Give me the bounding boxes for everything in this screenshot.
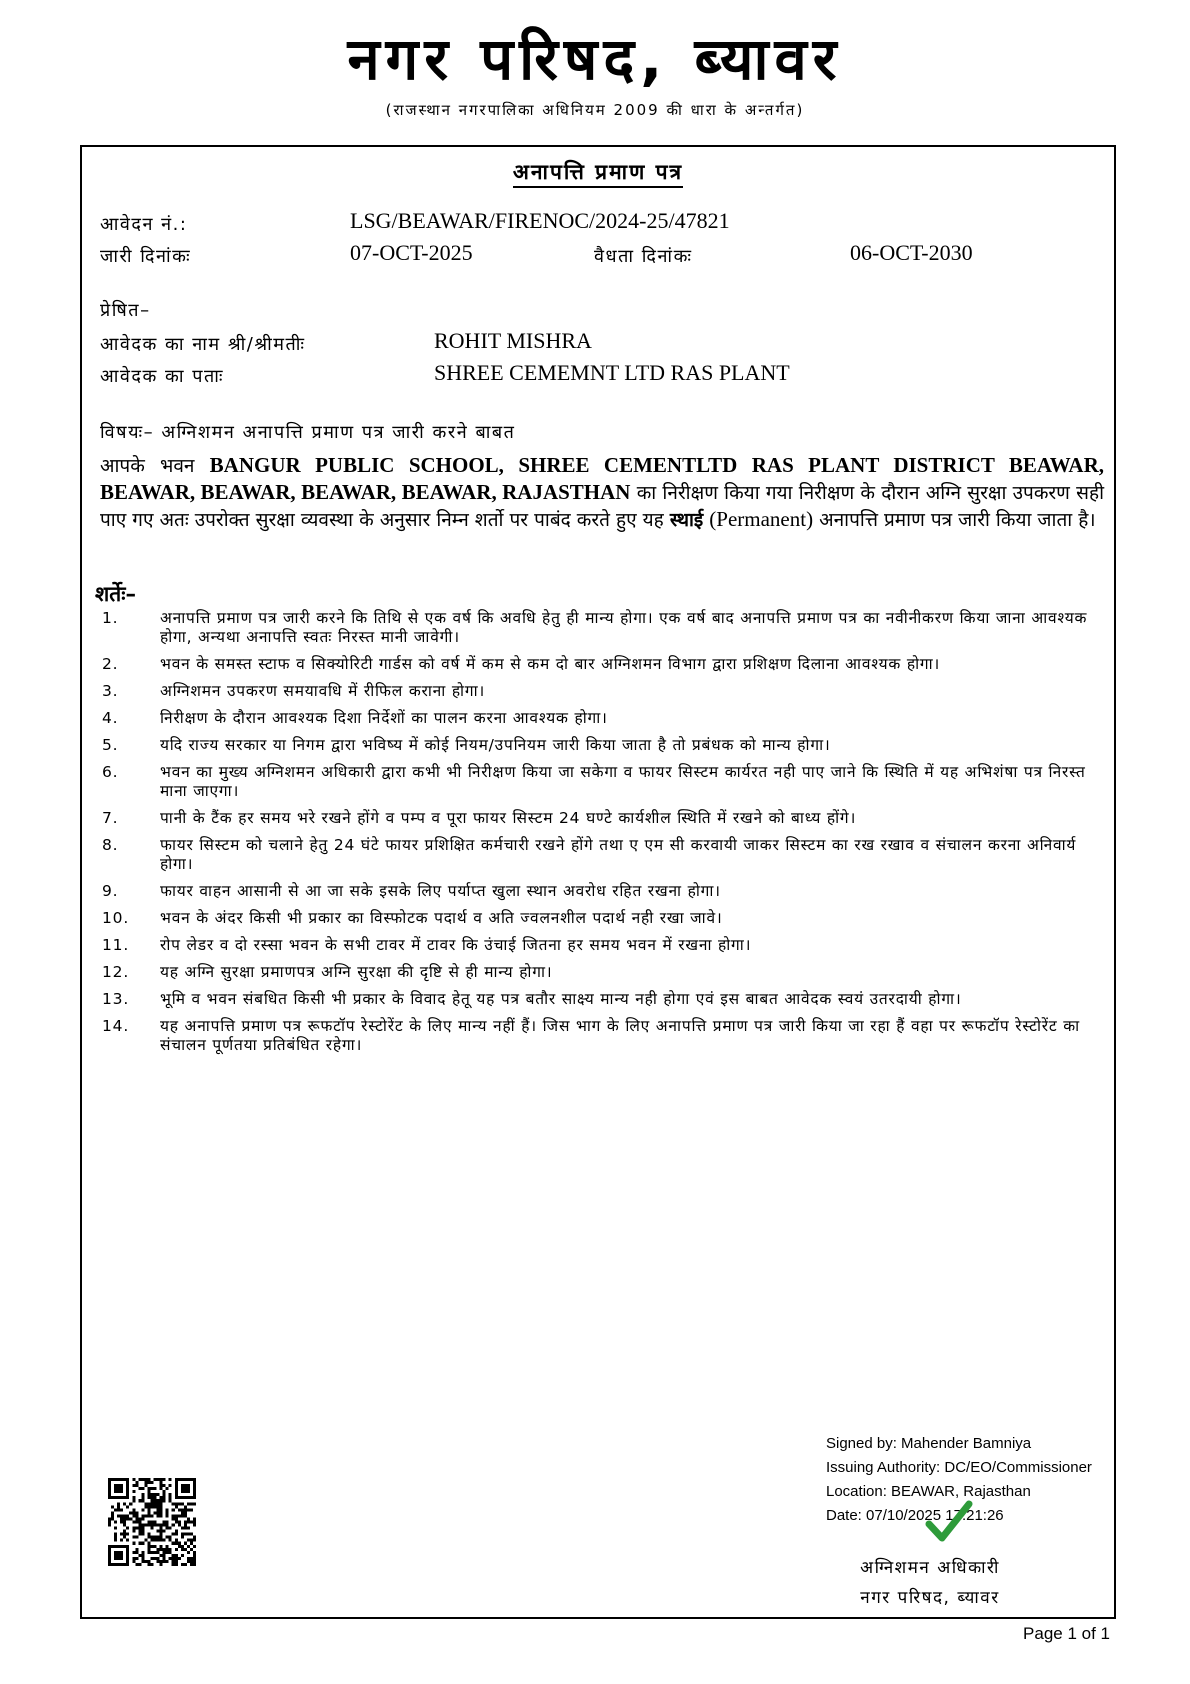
condition-number: 13. bbox=[102, 990, 130, 1008]
signature-location: Location: BEAWAR, Rajasthan bbox=[826, 1483, 1031, 1500]
validity-date-label: वैधता दिनांकः bbox=[594, 246, 693, 267]
conditions-heading: शर्तेः– bbox=[95, 582, 136, 606]
building-name: BANGUR PUBLIC SCHOOL, SHREE CEMENTLTD RAS PLANT DISTRICT BEAWAR, BEAWAR, BEAWAR, BEAWAR, BEAWAR, RAJASTHAN bbox=[100, 453, 1105, 504]
validity-date-value: 06-OCT-2030 bbox=[850, 240, 973, 265]
condition-number: 9. bbox=[102, 882, 119, 900]
condition-item bbox=[100, 836, 1090, 874]
issuing-authority: Issuing Authority: DC/EO/Commissioner bbox=[826, 1459, 1092, 1476]
condition-text: निरीक्षण के दौरान आवश्यक दिशा निर्देशों का पालन करना आवश्यक होगा। bbox=[160, 709, 608, 727]
condition-number: 10. bbox=[102, 909, 130, 927]
applicant-name-label: आवेदक का नाम श्री/श्रीमतीः bbox=[100, 334, 306, 355]
condition-item bbox=[100, 709, 1090, 728]
body-suffix: अनापत्ति प्रमाण पत्र जारी किया जाता है। bbox=[819, 509, 1096, 531]
certificate-title-text: अनापत्ति प्रमाण पत्र bbox=[513, 160, 683, 188]
officer-designation bbox=[800, 1553, 1060, 1613]
condition-number: 7. bbox=[102, 809, 119, 827]
body-middle: का निरीक्षण किया गया निरीक्षण के दौरान अग्नि सुरक्षा उपकरण सही पाए गए अतः उपरोक्त सुरक्षा व्यवस्था के अनुसार निम्न शर्तो पर पाबंद करते हुए यह bbox=[100, 482, 1104, 531]
condition-text: अग्निशमन उपकरण समयावधि में रीफिल कराना होगा। bbox=[160, 682, 486, 700]
certificate-title bbox=[80, 158, 1116, 186]
condition-text: यदि राज्य सरकार या निगम द्वारा भविष्य में कोई नियम/उपनियम जारी किया जाता है तो प्रबंधक को मान्य होगा। bbox=[160, 736, 831, 754]
verified-check-icon bbox=[925, 1500, 973, 1544]
condition-item bbox=[100, 1017, 1090, 1055]
condition-number: 5. bbox=[102, 736, 119, 754]
condition-number: 2. bbox=[102, 655, 119, 673]
condition-item bbox=[100, 909, 1090, 928]
condition-item bbox=[100, 990, 1090, 1009]
conditions-list bbox=[100, 609, 1090, 1063]
condition-item bbox=[100, 655, 1090, 674]
condition-text: अनापत्ति प्रमाण पत्र जारी करने कि तिथि से एक वर्ष कि अवधि हेतु ही मान्य होगा। एक वर्ष बाद अनापत्ति प्रमाण पत्र का नवीनीकरण किया जाना आवश्यक होगा, अन्यथा अनापत्ति स्वतः निरस्त मानी जावेगी। bbox=[160, 609, 1088, 646]
certificate-body bbox=[100, 452, 1104, 533]
condition-number: 14. bbox=[102, 1017, 130, 1035]
condition-number: 11. bbox=[102, 936, 130, 954]
condition-number: 3. bbox=[102, 682, 119, 700]
signed-by: Signed by: Mahender Bamniya bbox=[826, 1435, 1032, 1452]
condition-item bbox=[100, 936, 1090, 955]
condition-text: भूमि व भवन संबधित किसी भी प्रकार के विवाद हेतू यह पत्र बतौर साक्ष्य मान्य नही होगा एवं इस बाबत आवेदक स्वयं उतरदायी होगा। bbox=[160, 990, 962, 1008]
act-subtitle: (राजस्थान नगरपालिका अधिनियम 2009 की धारा के अन्तर्गत) bbox=[385, 101, 805, 119]
condition-text: भवन के अंदर किसी भी प्रकार का विस्फोटक पदार्थ व अति ज्वलनशील पदार्थ नही रखा जावे। bbox=[160, 909, 723, 927]
applicant-address-value: SHREE CEMEMNT LTD RAS PLANT bbox=[434, 360, 790, 385]
condition-number: 4. bbox=[102, 709, 119, 727]
sent-to-label: प्रेषित– bbox=[100, 300, 151, 321]
condition-number: 6. bbox=[102, 763, 119, 781]
officer-office: नगर परिषद, ब्यावर bbox=[860, 1588, 1000, 1608]
council-title: नगर परिषद, ब्यावर bbox=[347, 25, 843, 93]
applicant-name-value: ROHIT MISHRA bbox=[434, 328, 592, 353]
condition-item bbox=[100, 963, 1090, 982]
condition-number: 1. bbox=[102, 609, 119, 627]
condition-item bbox=[100, 736, 1090, 755]
permanent-type-english: (Permanent) bbox=[709, 507, 814, 531]
condition-text: यह अनापत्ति प्रमाण पत्र रूफटॉप रेस्टोरेंट के लिए मान्य नहीं हैं। जिस भाग के लिए अनापत्ति प्रमाण पत्र जारी किया जा रहा हैं वहा पर रूफटॉप रेस्टोरेंट का संचालन पूर्णतया प्रतिबंधित रहेगा। bbox=[160, 1017, 1080, 1054]
condition-number: 12. bbox=[102, 963, 130, 981]
condition-text: फायर सिस्टम को चलाने हेतु 24 घंटे फायर प्रशिक्षित कर्मचारी रखने होंगे तथा ए एम सी करवायी जाकर सिस्टम का रख रखाव व संचालन करना अनिवार्य होगा। bbox=[160, 836, 1077, 873]
condition-number: 8. bbox=[102, 836, 119, 854]
condition-text: रोप लेडर व दो रस्सा भवन के सभी टावर में टावर कि उंचाई जितना हर समय भवन में रखना होगा। bbox=[160, 936, 752, 954]
condition-text: भवन का मुख्य अग्निशमन अधिकारी द्वारा कभी भी निरीक्षण किया जा सकेगा व फायर सिस्टम कार्यरत नही पाए जाने कि स्थिति में यह अभिशंषा पत्र निरस्त माना जाएगा। bbox=[160, 763, 1086, 800]
signature-date: Date: 07/10/2025 17:21:26 bbox=[826, 1507, 1004, 1524]
page-number: Page 1 of 1 bbox=[1023, 1624, 1110, 1643]
subject-line: विषयः– अग्निशमन अनापत्ति प्रमाण पत्र जारी करने बाबत bbox=[100, 422, 516, 443]
condition-text: पानी के टैंक हर समय भरे रखने होंगे व पम्प व पूरा फायर सिस्टम 24 घण्टे कार्यशील स्थिति में रखने को बाध्य होंगे। bbox=[160, 809, 857, 827]
issue-date-value: 07-OCT-2025 bbox=[350, 240, 473, 265]
condition-item bbox=[100, 682, 1090, 701]
application-no-value: LSG/BEAWAR/FIRENOC/2024-25/47821 bbox=[350, 208, 730, 233]
condition-text: फायर वाहन आसानी से आ जा सके इसके लिए पर्याप्त खुला स्थान अवरोध रहित रखना होगा। bbox=[160, 882, 721, 900]
application-no-label: आवेदन नं.: bbox=[100, 214, 188, 235]
officer-title: अग्निशमन अधिकारी bbox=[860, 1558, 1000, 1578]
issue-date-label: जारी दिनांकः bbox=[100, 246, 192, 267]
condition-text: यह अग्नि सुरक्षा प्रमाणपत्र अग्नि सुरक्षा की दृष्टि से ही मान्य होगा। bbox=[160, 963, 553, 981]
condition-item bbox=[100, 763, 1090, 801]
condition-item bbox=[100, 609, 1090, 647]
condition-item bbox=[100, 882, 1090, 901]
condition-item bbox=[100, 809, 1090, 828]
permanent-type-hindi: स्थाई bbox=[669, 509, 704, 531]
condition-text: भवन के समस्त स्टाफ व सिक्योरिटी गार्डस को वर्ष में कम से कम दो बार अग्निशमन विभाग द्वारा प्रशिक्षण दिलाना आवश्यक होगा। bbox=[160, 655, 941, 673]
body-prefix: आपके भवन bbox=[100, 455, 195, 477]
qr-code-icon bbox=[108, 1478, 196, 1566]
applicant-address-label: आवेदक का पताः bbox=[100, 366, 224, 387]
